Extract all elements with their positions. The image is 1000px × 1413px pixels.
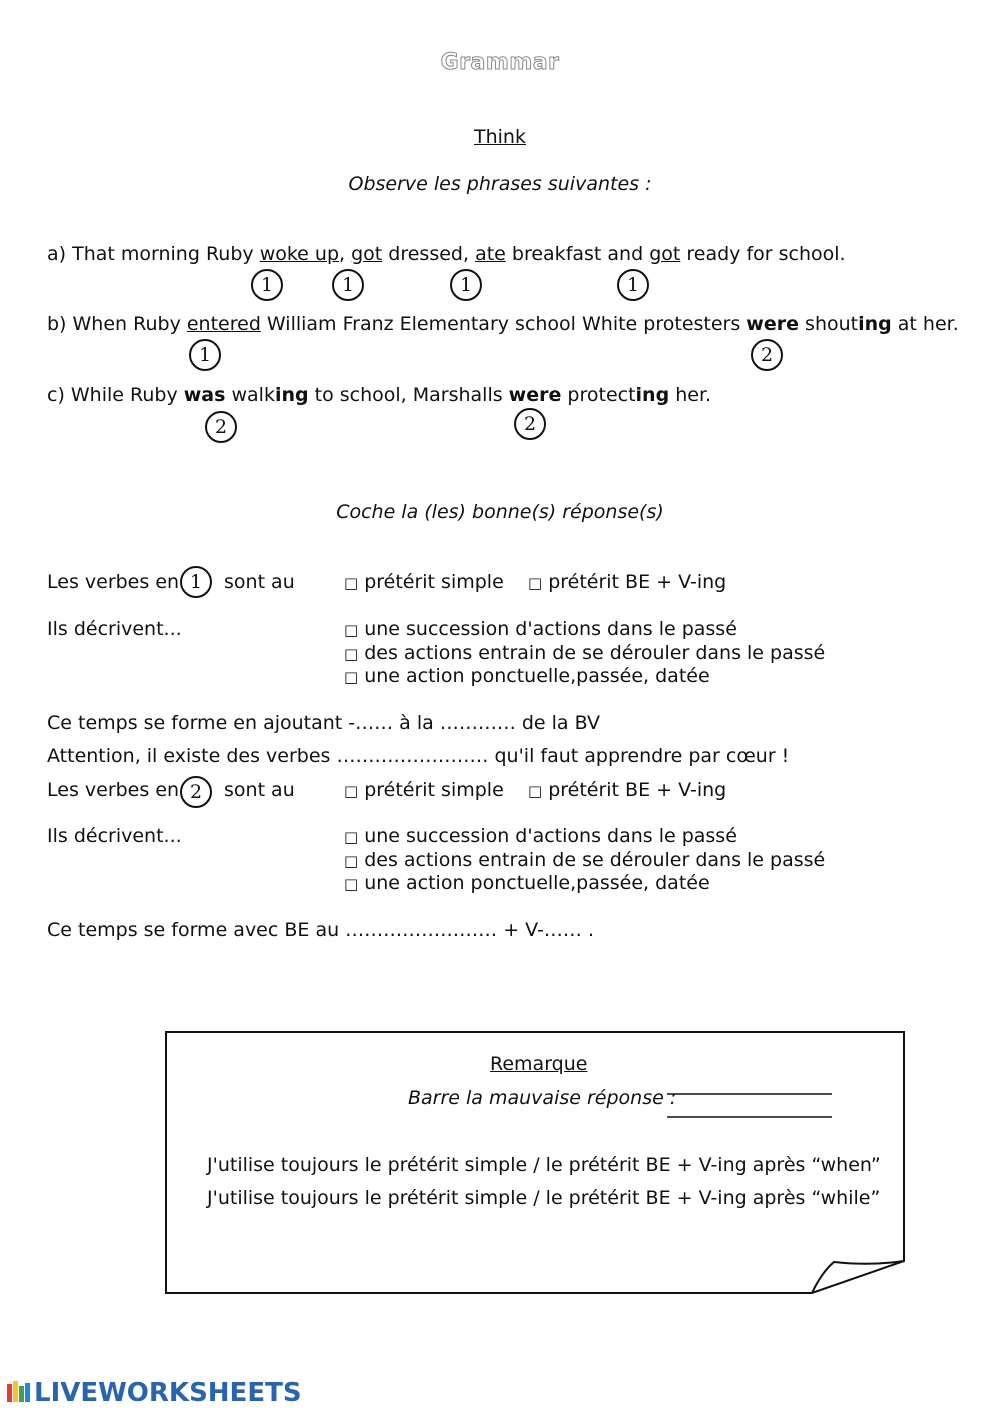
option-label: prétérit simple [364,571,504,593]
circle-mark-c2: 2 [514,408,546,440]
group1-formation: Ce temps se forme en ajoutant -…… à la ………… de la BV [47,712,601,734]
sentence-b-prefix: b) When Ruby [47,313,187,335]
circle-mark-a3: 1 [450,269,482,301]
group2-circle-mark: 2 [180,776,212,808]
verb-got-2: got [649,243,681,265]
sentence-c-mid: to school, Marshalls [308,384,509,406]
group1-describes: Ils décrivent... [47,618,182,640]
option-label: prétérit BE + V-ing [548,571,727,593]
verb-stem-protect: protect [561,384,636,406]
brand-text: LIVEWORKSHEETS [34,1378,302,1408]
option-label: une action ponctuelle,passée, datée [364,872,710,894]
checkbox-icon[interactable]: □ [344,782,359,800]
circle-mark-b1: 1 [189,339,221,371]
checkbox-icon[interactable]: □ [344,644,359,663]
remark-title: Remarque [490,1053,588,1075]
circle-mark-a2: 1 [332,269,364,301]
sentence-b-mid: William Franz Elementary school White protesters [260,313,747,335]
checkbox-icon[interactable]: □ [528,574,543,592]
verb-woke-up: woke up [259,243,340,265]
circle-mark-c1: 2 [205,411,237,443]
checkbox-icon[interactable]: □ [344,574,359,592]
be-was: was [183,384,226,406]
remark-line-when[interactable]: J'utilise toujours le prétérit simple / le prétérit BE + V-ing après “when” [207,1154,881,1176]
sentence-a-end: ready for school. [680,243,846,265]
verb-stem-shout: shout [799,313,859,335]
verb-ate: ate [475,243,506,265]
verb-stem-walk: walk [225,384,275,406]
verb-entered: entered [186,313,261,335]
group1-tail: sont au [224,571,295,593]
option-label: une action ponctuelle,passée, datée [364,665,710,687]
group1-lead: Les verbes en [47,571,180,593]
checkbox-icon[interactable]: □ [344,828,359,846]
group1-warning: Attention, il existe des verbes …………………… qu'il faut apprendre par cœur ! [47,745,790,767]
verb-got-1: got [351,243,383,265]
checkbox-icon[interactable]: □ [344,851,359,870]
sentence-b-end: at her. [891,313,959,335]
circle-mark-a4: 1 [617,269,649,301]
sentence-a-prefix: a) That morning Ruby [47,243,260,265]
option-label: une succession d'actions dans le passé [364,825,737,847]
option-label: des actions entrain de se dérouler dans le passé [364,641,826,664]
group2-tail: sont au [224,779,295,801]
worksheet-title: Grammar [440,50,560,75]
checkbox-icon[interactable]: □ [344,621,359,639]
checkbox-icon[interactable]: □ [344,875,359,893]
option-label: prétérit simple [364,779,504,801]
liveworksheets-logo-icon [6,1378,32,1404]
group1-circle-mark: 1 [180,566,212,598]
ing-suffix: ing [858,313,892,335]
circle-mark-b2: 2 [751,339,783,371]
section-heading: Think [474,126,526,148]
exercise-instruction: Coche la (les) bonne(s) réponse(s) [336,501,664,523]
ing-suffix: ing [635,384,670,406]
group2-describes: Ils décrivent... [47,825,182,847]
sentence-a-mid1: dressed, [382,243,476,265]
sentence-a-mid2: breakfast and [505,243,650,265]
option-label: des actions entrain de se dérouler dans le passé [364,848,826,871]
checkbox-icon[interactable]: □ [528,782,543,800]
observe-instruction: Observe les phrases suivantes : [348,173,652,195]
remark-line-while[interactable]: J'utilise toujours le prétérit simple / le prétérit BE + V-ing après “while” [207,1187,881,1209]
ing-suffix: ing [274,384,309,406]
group2-lead: Les verbes en [47,779,180,801]
sentence-c-prefix: c) While Ruby [47,384,184,406]
group2-formation: Ce temps se forme avec BE au …………………… + V-…… . [47,919,594,941]
sentence-a-sep: , [339,243,352,265]
sentence-c-end: her. [669,384,712,406]
circle-mark-a1: 1 [251,269,283,301]
checkbox-icon[interactable]: □ [344,668,359,686]
be-were: were [746,313,799,335]
option-label: prétérit BE + V-ing [548,779,727,801]
liveworksheets-logo [6,1378,302,1408]
be-were: were [508,384,562,406]
remark-instruction: Barre la mauvaise réponse : [408,1087,677,1109]
option-label: une succession d'actions dans le passé [364,618,737,640]
